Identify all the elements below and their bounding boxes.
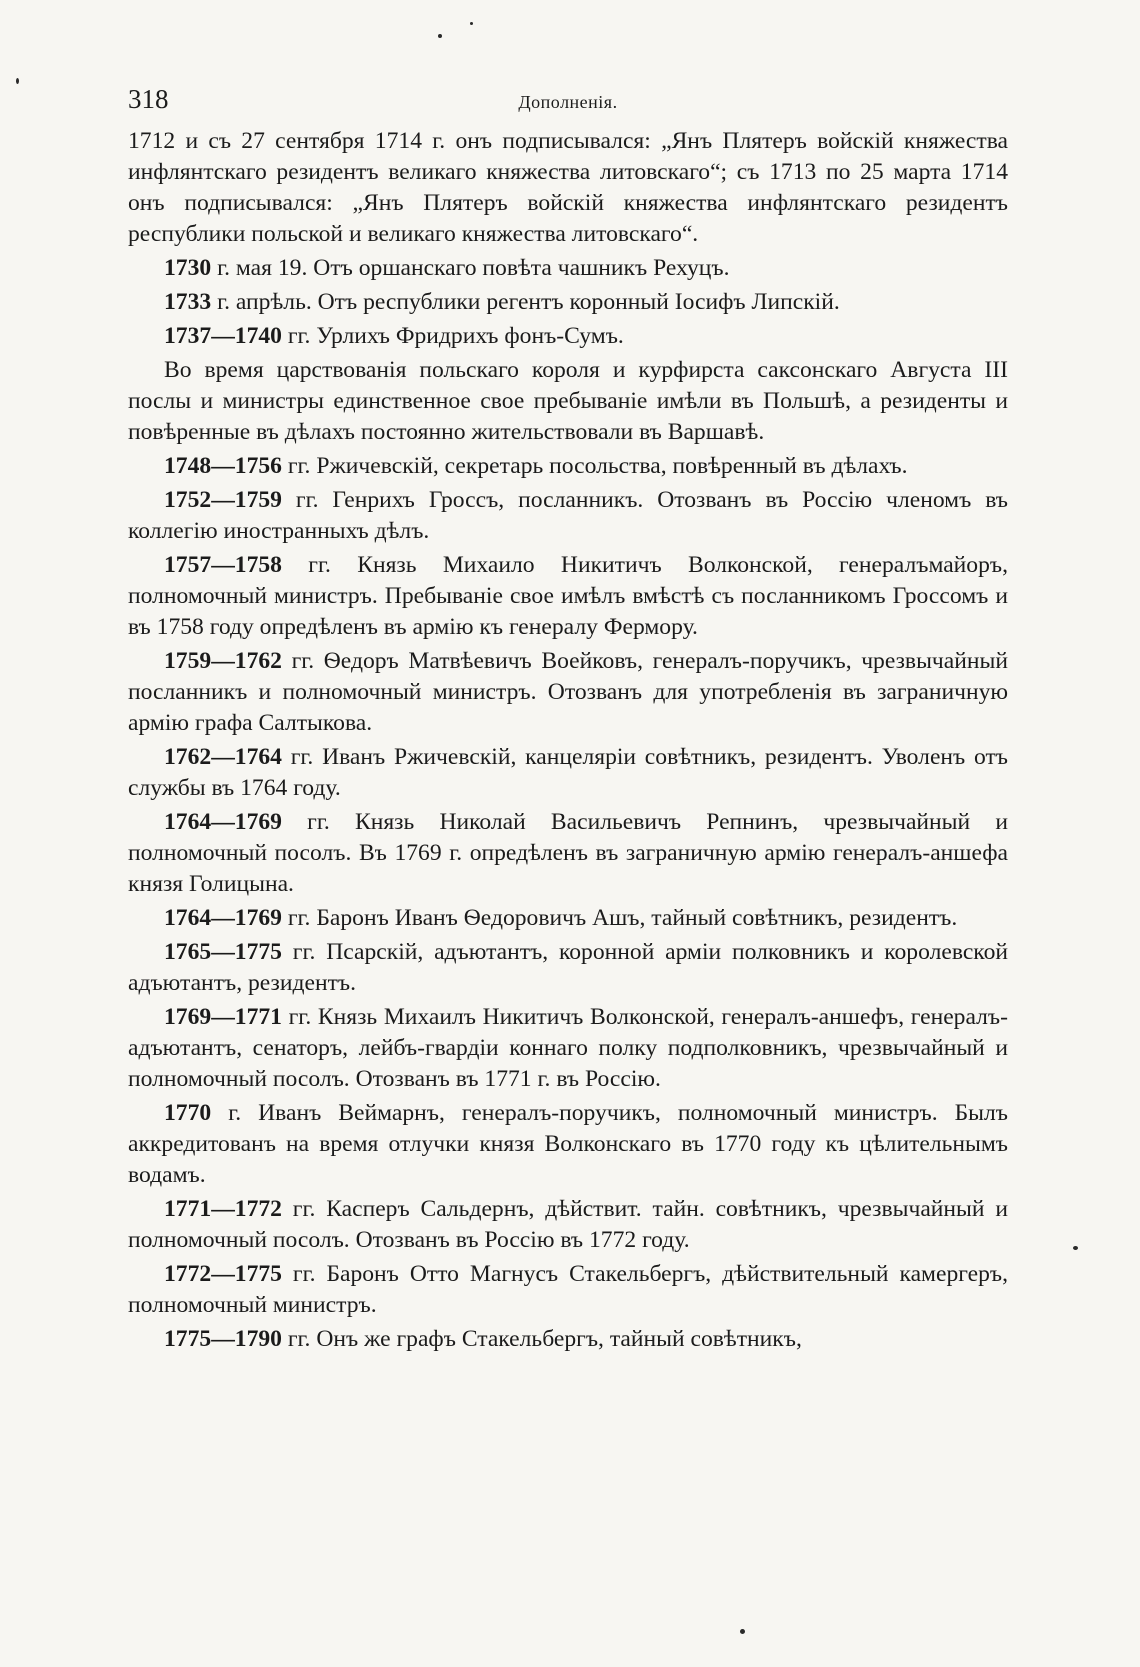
document-page	[128, 84, 1008, 1358]
entry-years: 1748—1756	[164, 453, 282, 479]
scan-speck	[438, 34, 442, 38]
entry-text: гг. Баронъ Иванъ Ѳедоровичъ Ашъ, тайный совѣтникъ, резидентъ.	[281, 905, 958, 931]
entry-years: 1772—1775	[164, 1261, 282, 1287]
paragraph	[128, 451, 1008, 482]
entry-years: 1764—1769	[164, 905, 282, 931]
entry-text: гг. Князь Николай Васильевичъ Репнинъ, чрезвычайный и полномочный посолъ. Въ 1769 г. опредѣленъ въ заграничную армію генералъ-аншефа князя Голицына.	[128, 809, 1008, 897]
entry-text: гг. Касперъ Сальдернъ, дѣйствит. тайн. совѣтникъ, чрезвычайный и полномочный посолъ. Отозванъ въ Россію въ 1772 году.	[128, 1196, 1008, 1253]
page-header	[128, 84, 1008, 126]
entry-years: 1733	[164, 289, 212, 315]
paragraph	[128, 355, 1008, 448]
paragraph	[128, 485, 1008, 547]
entry-years: 1759—1762	[164, 648, 282, 674]
entry-years: 1775—1790	[164, 1326, 282, 1352]
entry-text: гг. Урлихъ Фридрихъ фонъ-Сумъ.	[281, 323, 624, 349]
paragraph	[128, 126, 1008, 250]
entry-years: 1770	[164, 1100, 212, 1126]
entry-years: 1771—1772	[164, 1196, 282, 1222]
entry-text: г. апрѣль. Отъ республики регентъ коронный Іосифъ Липскій.	[211, 289, 840, 315]
entry-text: гг. Онъ же графъ Стакельбергъ, тайный совѣтникъ,	[281, 1326, 802, 1352]
entry-years: 1765—1775	[164, 939, 282, 965]
entry-years: 1762—1764	[164, 744, 282, 770]
paragraph	[128, 253, 1008, 284]
paragraph	[128, 742, 1008, 804]
paragraph	[128, 321, 1008, 352]
entry-text: гг. Псарскій, адъютантъ, коронной арміи полковникъ и королевской адъютантъ, резидентъ.	[128, 939, 1008, 996]
scan-speck	[16, 78, 19, 84]
entry-text: гг. Князь Михаилъ Никитичъ Волконской, генералъ-аншефъ, генералъ-адъютантъ, сенаторъ, лейбъ-гвардіи коннаго полку подполковникъ, чрезвычайный и полномочный посолъ. Отозванъ въ 1771 г. въ Россію.	[128, 1004, 1008, 1092]
entry-years: 1769—1771	[164, 1004, 282, 1030]
entry-text: Во время царствованія польскаго короля и курфирста саксонскаго Августа III послы и министры единственное свое пребываніе имѣли въ Польшѣ, а резиденты и повѣренные въ дѣлахъ постоянно жительствовали въ Варшавѣ.	[128, 357, 1008, 445]
scan-speck	[740, 1629, 745, 1634]
paragraph	[128, 903, 1008, 934]
running-head: Дополненія.	[518, 92, 618, 112]
paragraph	[128, 937, 1008, 999]
entry-text: гг. Баронъ Отто Магнусъ Стакельбергъ, дѣйствительный камергеръ, полномочный министръ.	[128, 1261, 1008, 1318]
entry-text: гг. Ѳедоръ Матвѣевичъ Воейковъ, генералъ-поручикъ, чрезвычайный посланникъ и полномочный министръ. Отозванъ для употребленія въ заграничную армію графа Салтыкова.	[128, 648, 1008, 736]
paragraph	[128, 1194, 1008, 1256]
paragraph	[128, 807, 1008, 900]
paragraph	[128, 1098, 1008, 1191]
entry-text: гг. Князь Михаило Никитичъ Волконской, генералъмайоръ, полномочный министръ. Пребываніе свое имѣлъ вмѣстѣ съ посланникомъ Гроссомъ и въ 1758 году опредѣленъ въ армію къ генералу Фермору.	[128, 552, 1008, 640]
paragraph	[128, 1002, 1008, 1095]
entry-text: гг. Генрихъ Гроссъ, посланникъ. Отозванъ въ Россію членомъ въ коллегію иностранныхъ дѣлъ.	[128, 487, 1008, 544]
entry-text: гг. Иванъ Ржичевскій, канцеляріи совѣтникъ, резидентъ. Уволенъ отъ службы въ 1764 году.	[128, 744, 1008, 801]
paragraph	[128, 287, 1008, 318]
entry-years: 1752—1759	[164, 487, 282, 513]
entry-years: 1757—1758	[164, 552, 282, 578]
entry-years: 1737—1740	[164, 323, 282, 349]
scan-speck	[1073, 1246, 1078, 1250]
paragraph	[128, 1324, 1008, 1355]
entry-text: гг. Ржичевскій, секретарь посольства, повѣренный въ дѣлахъ.	[281, 453, 908, 479]
entry-years: 1764—1769	[164, 809, 282, 835]
page-number: 318	[128, 84, 169, 114]
page-body	[128, 126, 1008, 1355]
entry-text: г. мая 19. Отъ оршанскаго повѣта чашникъ Рехуцъ.	[211, 255, 730, 281]
scan-speck	[470, 22, 473, 25]
paragraph	[128, 646, 1008, 739]
paragraph	[128, 550, 1008, 643]
paragraph	[128, 1259, 1008, 1321]
entry-text: 1712 и съ 27 сентября 1714 г. онъ подписывался: „Янъ Плятеръ войскій княжества инфлянтскаго резидентъ великаго княжества литовскаго“; съ 1713 по 25 марта 1714 онъ подписывался: „Янъ Плятеръ войскій княжества инфлянтскаго резидентъ республики польской и великаго княжества литовскаго“.	[128, 128, 1008, 247]
entry-text: г. Иванъ Веймарнъ, генералъ-поручикъ, полномочный министръ. Былъ аккредитованъ на время отлучки князя Волконскаго въ 1770 году къ цѣлительнымъ водамъ.	[128, 1100, 1008, 1188]
entry-years: 1730	[164, 255, 212, 281]
